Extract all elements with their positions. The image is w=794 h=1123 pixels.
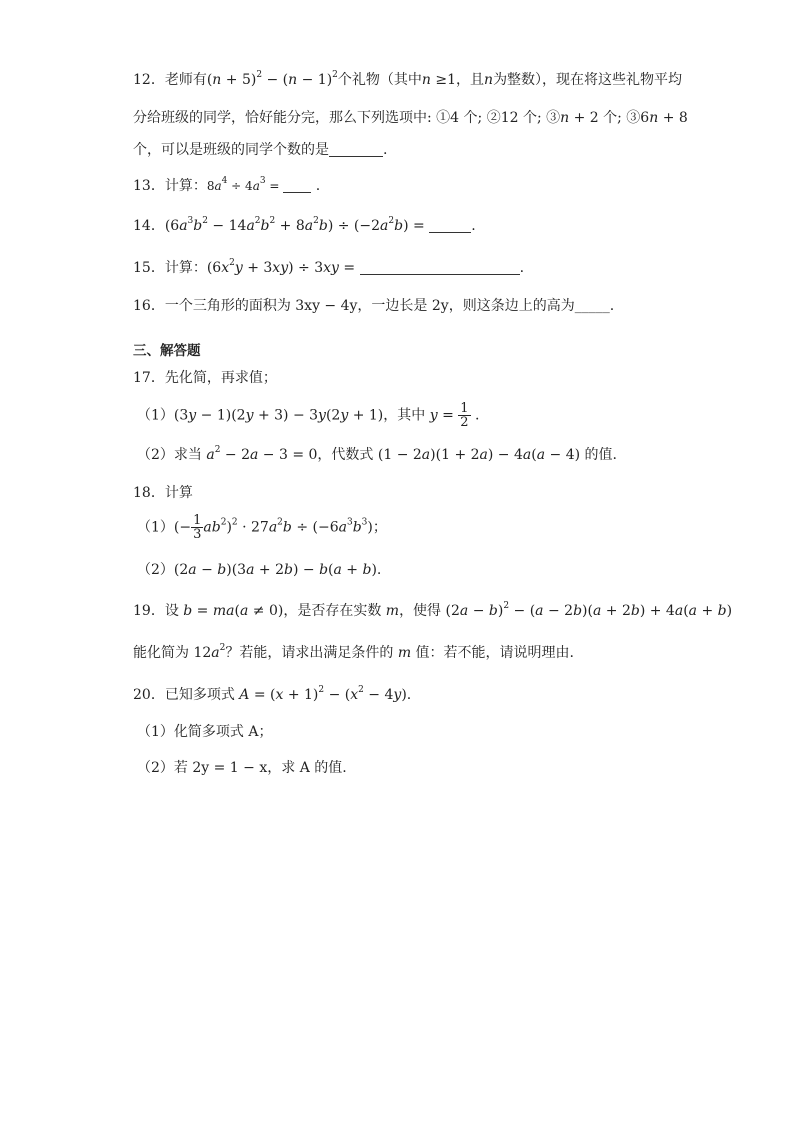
q13: 13．计算：$8a^4 \div 4a^3$ = . <box>133 176 321 194</box>
q18-title: 18．计算 <box>133 485 193 501</box>
q15: 15．计算：$(6x^2y + 3xy) \div 3xy$ = . <box>133 258 525 276</box>
q20-title: 20．已知多项式 $A = (x + 1)^2 - (x^2 - 4y)$. <box>133 685 412 703</box>
q19-line1: 19．设 b = ma(a ≠ 0)，是否存在实数 m，使得 $(2a - b)^2 - (a - 2b)(a + 2b) + 4a(a + b)$ <box>133 601 733 619</box>
q18-part1: （1）(− $\frac{1}{3}$ $ab^2)^2 \cdot 27a^2b \div (-6a^3b^3)$； <box>137 513 387 542</box>
q17-part1: （1）(3y − 1)(2y + 3) − 3y(2y + 1)，其中 y = $\frac{1}{2}$ . <box>137 401 480 430</box>
answer-blank <box>283 178 311 193</box>
q20-part1: （1）化简多项式 A； <box>137 724 273 740</box>
fraction: $\frac{1}{2}$ <box>460 401 469 430</box>
q12-line1: 12．老师有$(n + 5)^2 - (n - 1)^2$个礼物（其中n ≥1，且n为整数），现在将这些礼物平均 <box>133 70 683 88</box>
q18-part2: （2）(2a − b)(3a + 2b) − b(a + b). <box>137 562 382 578</box>
q16: 16．一个三角形的面积为 3xy − 4y，一边长是 2y，则这条边上的高为_____. <box>133 298 615 314</box>
q12-line2: 分给班级的同学，恰好能分完，那么下列选项中: ①4 个; ②12 个; ③n + 2 个; ③6n + 8 <box>133 110 688 126</box>
answer-blank <box>360 260 520 275</box>
q20-part2: （2）若 2y = 1 − x，求 A 的值. <box>137 760 347 776</box>
fraction: $\frac{1}{3}$ <box>193 513 202 542</box>
q19-line2: 能化简为 $12a^2$？若能，请求出满足条件的 m 值：若不能，请说明理由. <box>133 643 574 661</box>
q17-title: 17．先化简，再求值； <box>133 370 277 386</box>
answer-blank <box>329 142 383 157</box>
answer-blank <box>429 218 471 233</box>
q14: 14．$(6a^3b^2 - 14a^2b^2 + 8a^2b) \div (-2a^2b)$ = . <box>133 216 476 234</box>
section-heading: 三、解答题 <box>133 343 201 359</box>
q12-line3: 个，可以是班级的同学个数的是 . <box>133 142 388 158</box>
q17-part2: （2）求当 $a^2 - 2a - 3 = 0$，代数式 (1 − 2a)(1 + 2a) − 4a(a − 4) 的值. <box>137 445 617 463</box>
